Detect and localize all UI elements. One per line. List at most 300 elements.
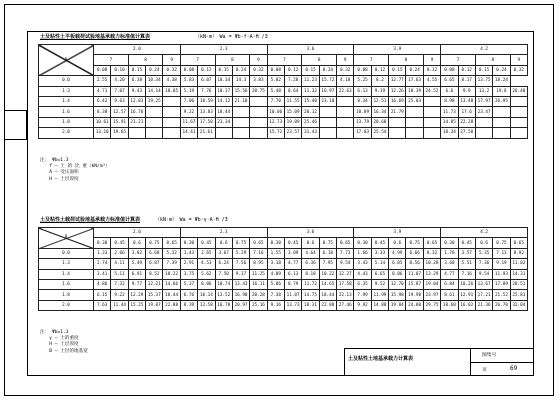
value-cell: 19.98 xyxy=(406,290,423,300)
value-cell xyxy=(406,117,423,127)
value-cell: 22.63 xyxy=(337,86,354,96)
title-block-hline xyxy=(470,362,534,363)
value-cell: 6.76 xyxy=(180,290,197,300)
value-cell: 0.32 xyxy=(163,65,180,75)
value-cell: 4.38 xyxy=(163,76,180,86)
value-cell xyxy=(146,107,163,117)
table-row xyxy=(39,290,528,300)
value-cell: 23.57 xyxy=(284,128,301,138)
value-cell: 6.65 xyxy=(371,269,388,279)
table2-title: 土及粘性土载荷试验地基承载力标准值计算表 xyxy=(40,217,141,223)
group-header-cell: 3.6 xyxy=(267,228,354,238)
value-cell: 25.54 xyxy=(371,128,388,138)
value-cell: 6.91 xyxy=(128,269,145,279)
value-cell: 0.24 xyxy=(146,65,163,75)
value-cell: 15.72 xyxy=(267,128,284,138)
value-cell: 4.11 xyxy=(111,259,128,269)
value-cell: 0.6 xyxy=(128,238,145,248)
value-cell: 5.37 xyxy=(180,279,197,289)
value-cell: 12.91 xyxy=(458,290,475,300)
value-cell: 8.95 xyxy=(250,259,267,269)
value-cell: 20.75 xyxy=(250,86,267,96)
value-cell: 12.83 xyxy=(128,96,145,106)
value-cell: 0.12 xyxy=(458,65,475,75)
value-cell: 22.28 xyxy=(458,117,475,127)
table1-title: 土及粘性土平板载荷试验地基承载力标准值计算表 xyxy=(40,34,151,40)
value-cell: 17.09 xyxy=(493,279,510,289)
value-cell: 6.36 xyxy=(302,259,319,269)
value-cell: 0.08 xyxy=(354,65,371,75)
value-cell: 10.14 xyxy=(198,290,215,300)
value-cell: 14.75 xyxy=(302,290,319,300)
value-cell: 4.99 xyxy=(389,248,406,258)
value-cell: 21.36 xyxy=(475,300,492,310)
value-cell: 4.64 xyxy=(302,248,319,258)
value-cell: 20.28 xyxy=(250,290,267,300)
value-cell: 15.40 xyxy=(302,96,319,106)
value-cell: 9.16 xyxy=(267,300,284,310)
value-cell: 3.68 xyxy=(441,259,458,269)
value-cell: 0.15 xyxy=(215,65,232,75)
table-row xyxy=(39,128,528,138)
value-cell: 13.67 xyxy=(475,279,492,289)
value-cell: 27.46 xyxy=(337,300,354,310)
b-header-cell: B xyxy=(39,45,94,76)
value-cell xyxy=(337,117,354,127)
value-cell: 7.28 xyxy=(284,76,301,86)
table-row xyxy=(39,259,528,269)
value-cell: 3.82 xyxy=(128,248,145,258)
value-cell: 12.73 xyxy=(267,117,284,127)
value-cell: 10.61 xyxy=(94,117,111,127)
value-cell: 9.22 xyxy=(111,290,128,300)
row-label-cell: 1.6 xyxy=(39,107,94,117)
value-cell xyxy=(423,128,440,138)
value-cell: 9.54 xyxy=(475,269,492,279)
value-cell: 14.65 xyxy=(319,279,336,289)
value-cell xyxy=(493,117,510,127)
row-label-cell: 1.4 xyxy=(39,269,94,279)
value-cell: 17.21 xyxy=(475,290,492,300)
value-cell: 18.44 xyxy=(319,290,336,300)
value-cell xyxy=(319,128,336,138)
value-cell: 18.31 xyxy=(302,300,319,310)
value-cell: 7.70 xyxy=(267,96,284,106)
value-cell: 9.37 xyxy=(232,269,249,279)
value-cell: 7.36 xyxy=(475,259,492,269)
value-cell: 18.44 xyxy=(215,107,232,117)
value-cell: 8.92 xyxy=(510,248,527,258)
subheader-cell: 8 xyxy=(389,55,424,65)
value-cell: 16.78 xyxy=(215,300,232,310)
value-cell: 3.57 xyxy=(458,248,475,258)
group-header-cell: 3.9 xyxy=(354,45,441,55)
value-cell: 0.12 xyxy=(371,65,388,75)
value-cell: 19.04 xyxy=(423,279,440,289)
table-row xyxy=(39,117,528,127)
value-cell: 3.18 xyxy=(267,259,284,269)
value-cell: 3.75 xyxy=(180,269,197,279)
value-cell: 5.32 xyxy=(163,248,180,258)
value-cell: 17.97 xyxy=(475,96,492,106)
value-cell: 10.37 xyxy=(215,86,232,96)
value-cell: 9.63 xyxy=(111,96,128,106)
value-cell: 8.32 xyxy=(423,248,440,258)
value-cell xyxy=(510,107,527,117)
value-cell: 0.30 xyxy=(180,238,197,248)
value-cell: 10.68 xyxy=(441,300,458,310)
value-cell: 7.73 xyxy=(337,248,354,258)
header-row xyxy=(39,45,528,55)
value-cell: 10.06 xyxy=(267,107,284,117)
value-cell: 0.30 xyxy=(354,238,371,248)
subheader-cell: 7 xyxy=(354,55,389,65)
value-cell: 0.65 xyxy=(423,238,440,248)
value-cell: 26.70 xyxy=(493,300,510,310)
value-cell: 10.22 xyxy=(319,269,336,279)
value-cell: 15.37 xyxy=(146,290,163,300)
subheader-cell: 8 xyxy=(128,55,163,65)
value-cell: 7.39 xyxy=(163,259,180,269)
value-cell: 7.13 xyxy=(493,248,510,258)
value-cell: 0.15 xyxy=(128,65,145,75)
value-cell: 0.32 xyxy=(510,65,527,75)
value-cell: 6.15 xyxy=(94,290,111,300)
value-cell: 0.75 xyxy=(146,238,163,248)
value-cell: 19.09 xyxy=(284,117,301,127)
value-cell: 0.30 xyxy=(94,238,111,248)
value-cell xyxy=(250,128,267,138)
value-cell: 0.75 xyxy=(493,238,510,248)
value-cell: 0.65 xyxy=(510,238,527,248)
value-cell: 13.48 xyxy=(458,96,475,106)
table-row xyxy=(39,269,528,279)
table-row xyxy=(39,107,528,117)
value-cell: 0.45 xyxy=(284,238,301,248)
value-cell: 6.18 xyxy=(319,248,336,258)
value-cell: 18.34 xyxy=(441,128,458,138)
value-cell: 14.85 xyxy=(441,117,458,127)
value-cell: 0.65 xyxy=(163,238,180,248)
value-cell: 25.03 xyxy=(406,96,423,106)
value-cell: 5.11 xyxy=(111,269,128,279)
binding-strip xyxy=(4,110,27,140)
subheader-cell: 7 xyxy=(441,55,476,65)
value-cell: 6.68 xyxy=(146,248,163,258)
value-cell: 6.6 xyxy=(441,86,458,96)
table-row xyxy=(39,248,528,258)
value-cell: 4.71 xyxy=(94,86,111,96)
value-cell: 11.99 xyxy=(371,290,388,300)
row-label-cell: 0.0 xyxy=(39,76,94,86)
value-cell: 0.75 xyxy=(319,238,336,248)
value-cell: 23.47 xyxy=(475,107,492,117)
value-cell: 13.73 xyxy=(284,300,301,310)
value-cell: 8.38 xyxy=(94,107,111,117)
table-row xyxy=(39,96,528,106)
value-cell: 0.6 xyxy=(302,238,319,248)
value-cell: 8.86 xyxy=(389,269,406,279)
value-cell: 11.72 xyxy=(302,279,319,289)
value-cell: 0.45 xyxy=(198,238,215,248)
value-cell: 12.58 xyxy=(198,300,215,310)
value-cell: 19.65 xyxy=(111,128,128,138)
value-cell: 17.63 xyxy=(406,76,423,86)
value-cell: 9.19 xyxy=(371,86,388,96)
value-cell: 16.02 xyxy=(458,300,475,310)
value-cell: 5.49 xyxy=(128,259,145,269)
value-cell: 6.35 xyxy=(354,279,371,289)
table-row xyxy=(39,279,528,289)
value-cell: 0.30 xyxy=(267,238,284,248)
value-cell: 0.24 xyxy=(493,65,510,75)
note-line: H — 土层厚度 xyxy=(40,176,79,182)
subheader-cell: 9 xyxy=(423,55,440,65)
value-cell: 17.58 xyxy=(337,279,354,289)
value-cell: 0.10 xyxy=(111,65,128,75)
value-cell: 8.39 xyxy=(180,300,197,310)
value-cell: 13.10 xyxy=(94,128,111,138)
value-cell: 12.26 xyxy=(389,86,406,96)
value-cell: 4.20 xyxy=(111,76,128,86)
value-cell: 18.85 xyxy=(163,86,180,96)
value-cell: 0.32 xyxy=(250,65,267,75)
value-cell: 22.88 xyxy=(319,300,336,310)
value-cell: 24.52 xyxy=(423,86,440,96)
value-cell xyxy=(337,96,354,106)
value-cell: 20.97 xyxy=(232,300,249,310)
value-cell: 9.77 xyxy=(128,279,145,289)
value-cell: 16.76 xyxy=(128,107,145,117)
value-cell: 5.86 xyxy=(267,279,284,289)
value-cell: 6.87 xyxy=(146,259,163,269)
value-cell: 14.12 xyxy=(215,96,232,106)
subheader-cell: 8 xyxy=(475,55,510,65)
value-cell: 13.79 xyxy=(354,117,371,127)
note-line: B — 土层的地基宽 xyxy=(40,348,88,354)
value-cell: 5.82 xyxy=(267,76,284,86)
value-cell: 6.42 xyxy=(94,96,111,106)
value-cell: 6.38 xyxy=(128,76,145,86)
value-cell: 26.40 xyxy=(510,86,527,96)
value-cell: 7.76 xyxy=(198,86,215,96)
table-row xyxy=(39,86,528,96)
row-label-cell: 1.3 xyxy=(39,259,94,269)
value-cell: 21.21 xyxy=(128,117,145,127)
value-cell: 10.89 xyxy=(354,107,371,117)
value-cell: 31.43 xyxy=(302,128,319,138)
page-number: 69 xyxy=(510,365,518,372)
value-cell: 0.12 xyxy=(198,65,215,75)
value-cell: 4.86 xyxy=(94,279,111,289)
group-header-cell: 4.2 xyxy=(441,228,528,238)
value-cell: 0.65 xyxy=(337,238,354,248)
value-cell: 0.12 xyxy=(284,65,301,75)
group-header-cell: 4.2 xyxy=(441,45,528,55)
value-cell: 9.19 xyxy=(493,259,510,269)
value-cell: 23.34 xyxy=(215,117,232,127)
value-cell xyxy=(510,128,527,138)
group-header-cell: 2.3 xyxy=(180,45,267,55)
value-cell xyxy=(510,96,527,106)
table2 xyxy=(38,227,528,311)
value-cell: 5.62 xyxy=(198,269,215,279)
value-cell: 25.16 xyxy=(250,300,267,310)
value-cell: 9.54 xyxy=(337,259,354,269)
table-row xyxy=(39,65,528,75)
value-cell: 8.34 xyxy=(354,96,371,106)
value-cell: 5.14 xyxy=(371,259,388,269)
value-cell: 13.75 xyxy=(475,76,492,86)
value-cell xyxy=(423,107,440,117)
value-cell: 15.91 xyxy=(111,117,128,127)
value-cell: 9.22 xyxy=(180,107,197,117)
value-cell: 8.64 xyxy=(284,86,301,96)
value-cell: 15.72 xyxy=(319,76,336,86)
value-cell: 15.56 xyxy=(232,86,249,96)
subheader-cell: 8 xyxy=(215,55,250,65)
value-cell xyxy=(232,128,249,138)
value-cell: 13.52 xyxy=(215,290,232,300)
value-cell: 0.75 xyxy=(232,238,249,248)
value-cell: 20.68 xyxy=(371,117,388,127)
value-cell: 6.13 xyxy=(354,86,371,96)
value-cell: 18.24 xyxy=(493,76,510,86)
value-cell: 0.15 xyxy=(302,65,319,75)
value-cell: 7.16 xyxy=(458,269,475,279)
value-cell: 1.43 xyxy=(180,248,197,258)
value-cell xyxy=(423,96,440,106)
value-cell: 10.28 xyxy=(423,259,440,269)
value-cell: 3.43 xyxy=(354,259,371,269)
row-label-cell: 1.8 xyxy=(39,290,94,300)
value-cell xyxy=(406,128,423,138)
value-cell: 24.80 xyxy=(406,300,423,310)
value-cell: 21.52 xyxy=(493,290,510,300)
value-cell xyxy=(215,128,232,138)
value-cell: 15.25 xyxy=(128,300,145,310)
value-cell: 11.23 xyxy=(302,76,319,86)
value-cell: 21.79 xyxy=(389,107,406,117)
title-block-name: 土及粘性土地基承载力计算表 xyxy=(348,356,414,362)
value-cell: 12.21 xyxy=(146,279,163,289)
value-cell: 0.6 xyxy=(389,238,406,248)
value-cell: 12.57 xyxy=(111,107,128,117)
value-cell xyxy=(146,128,163,138)
table-row xyxy=(39,238,528,248)
value-cell xyxy=(128,128,145,138)
value-cell: 20.12 xyxy=(302,107,319,117)
value-cell: 5.51 xyxy=(458,259,475,269)
value-cell: 23.10 xyxy=(319,96,336,106)
value-cell: 18.39 xyxy=(406,86,423,96)
value-cell: 8.06 xyxy=(198,279,215,289)
row-label-cell: 1.4 xyxy=(39,96,94,106)
group-header-cell: 3.9 xyxy=(354,228,441,238)
table-row xyxy=(39,300,528,310)
value-cell: 32.04 xyxy=(510,300,527,310)
value-cell: 0.45 xyxy=(111,238,128,248)
value-cell xyxy=(389,128,406,138)
value-cell: 19.84 xyxy=(389,300,406,310)
atlas-number-label: 图集号 xyxy=(482,353,497,358)
subheader-cell: 9 xyxy=(510,55,527,65)
value-cell: 7.50 xyxy=(215,269,232,279)
value-cell: 5.48 xyxy=(267,86,284,96)
value-cell: 13.29 xyxy=(423,269,440,279)
value-cell: 15.98 xyxy=(389,290,406,300)
value-cell xyxy=(475,117,492,127)
value-cell: 14.88 xyxy=(371,300,388,310)
value-cell: 7.56 xyxy=(232,259,249,269)
value-cell: 0.08 xyxy=(180,65,197,75)
subheader-cell: 7 xyxy=(267,55,302,65)
value-cell: 8.2 xyxy=(371,76,388,86)
subheader-cell: 9 xyxy=(250,55,267,65)
value-cell: 6.13 xyxy=(284,269,301,279)
value-cell xyxy=(389,117,406,127)
subheader-cell: 9 xyxy=(163,55,180,65)
value-cell: 12.51 xyxy=(371,96,388,106)
value-cell: 0.15 xyxy=(389,65,406,75)
value-cell: 16.69 xyxy=(389,96,406,106)
value-cell xyxy=(319,117,336,127)
value-cell: 7.38 xyxy=(267,290,284,300)
value-cell: 8.79 xyxy=(284,279,301,289)
value-cell: 7.16 xyxy=(250,248,267,258)
value-cell: 8.56 xyxy=(406,259,423,269)
value-cell: 27.50 xyxy=(458,128,475,138)
table1-notes xyxy=(40,158,110,183)
value-cell: 10.34 xyxy=(215,76,232,86)
value-cell: 10.34 xyxy=(146,76,163,86)
value-cell: 11.07 xyxy=(406,269,423,279)
value-cell: 21.18 xyxy=(232,96,249,106)
value-cell: 21.61 xyxy=(198,128,215,138)
value-cell: 6.85 xyxy=(389,259,406,269)
value-cell: 8.98 xyxy=(441,96,458,106)
value-cell: 14.31 xyxy=(510,269,527,279)
value-cell: 14.3 xyxy=(232,76,249,86)
value-cell xyxy=(423,117,440,127)
value-cell xyxy=(250,96,267,106)
value-cell xyxy=(319,107,336,117)
value-cell: 10.59 xyxy=(198,96,215,106)
value-cell: 0.75 xyxy=(406,238,423,248)
value-cell xyxy=(337,128,354,138)
value-cell: 18.44 xyxy=(163,290,180,300)
value-cell: 11.73 xyxy=(441,107,458,117)
value-cell: 22.13 xyxy=(337,290,354,300)
value-cell: 6.07 xyxy=(198,76,215,86)
value-cell: 1.55 xyxy=(267,248,284,258)
value-cell: 13.43 xyxy=(232,279,249,289)
subheader-row xyxy=(39,55,528,65)
value-cell: 0.45 xyxy=(371,238,388,248)
value-cell xyxy=(232,107,249,117)
group-header-cell: 3.6 xyxy=(267,45,354,55)
value-cell: 14.66 xyxy=(163,279,180,289)
value-cell xyxy=(406,107,423,117)
value-cell: 0.30 xyxy=(441,238,458,248)
header-row xyxy=(39,228,528,238)
value-cell xyxy=(510,117,527,127)
value-cell: 0.6 xyxy=(215,238,232,248)
row-label-cell: 1.6 xyxy=(39,279,94,289)
note-line: 注： Ψb=1.3 xyxy=(40,330,69,335)
group-header-cell: 2.3 xyxy=(180,228,267,238)
value-cell xyxy=(163,96,180,106)
